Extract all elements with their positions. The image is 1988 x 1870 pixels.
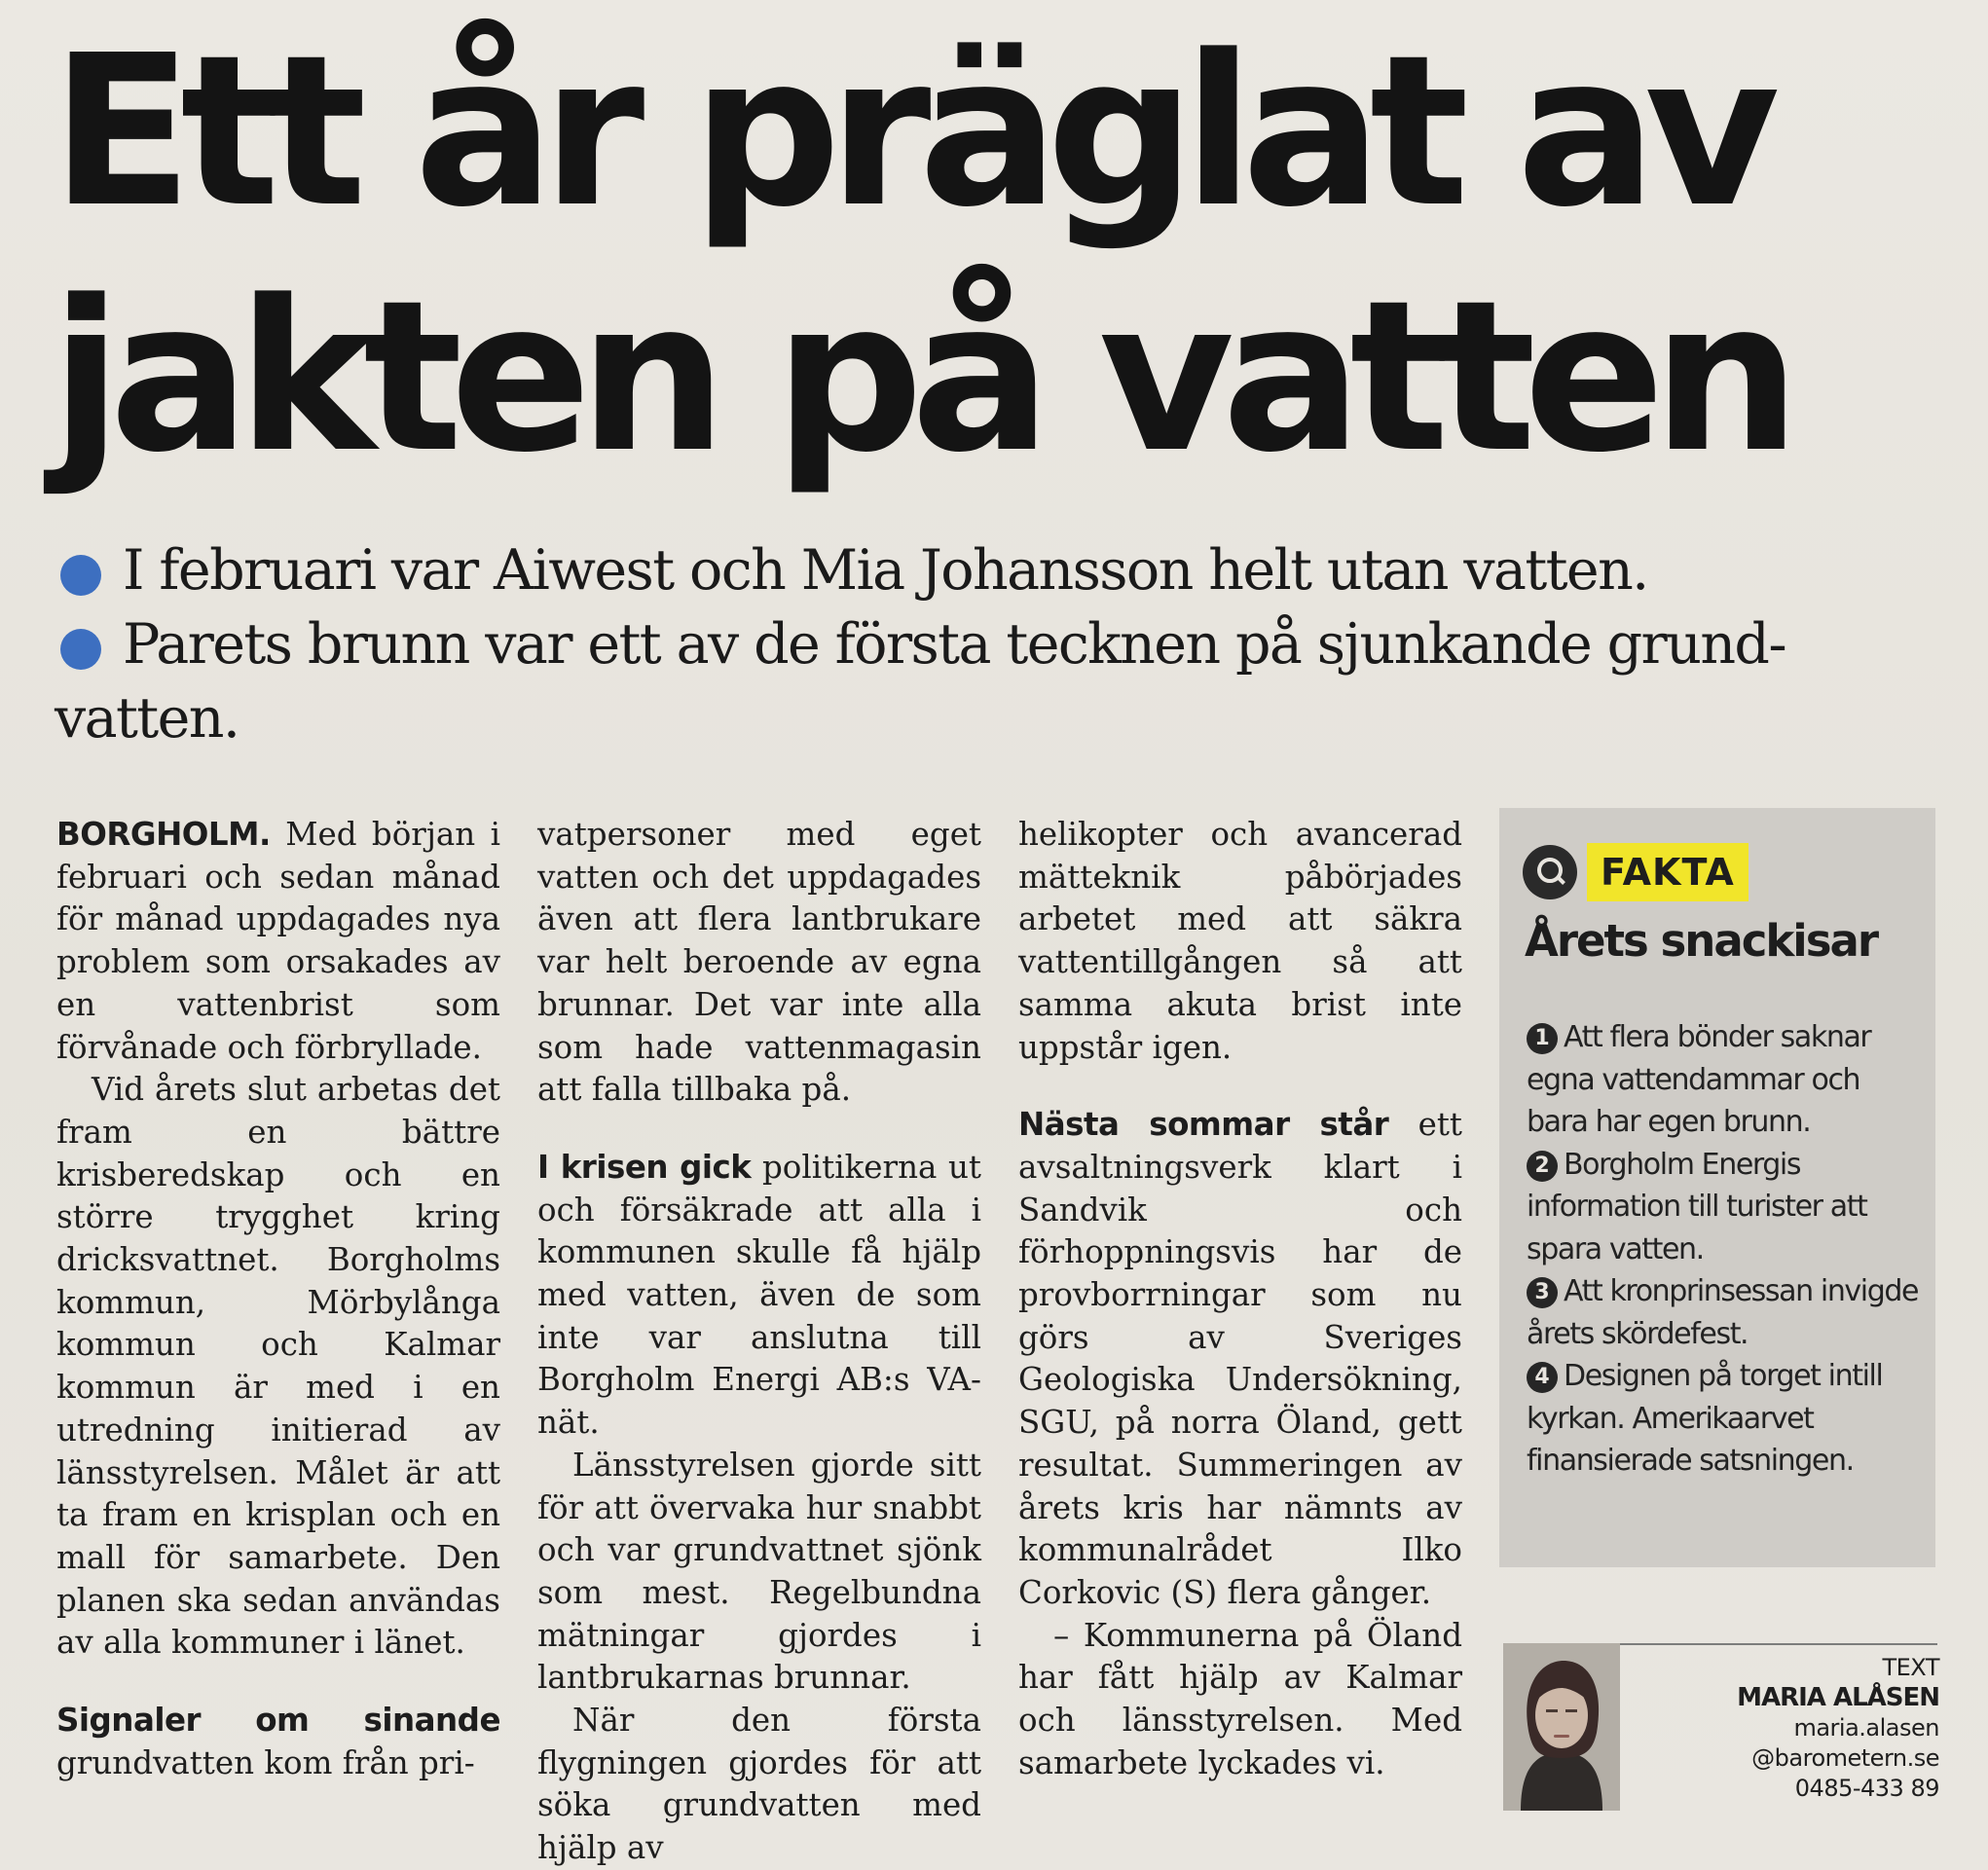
- fakta-label: FAKTA: [1587, 843, 1749, 901]
- subhead-lead: Signaler om sinande: [56, 1702, 500, 1740]
- fakta-item-text: Att kronprinsessan invigde årets skördefest.: [1527, 1274, 1919, 1351]
- paragraph: Länsstyrelsen gjorde sitt för att övervaka hur snabbt och var grundvattnet sjönk som mest. Regelbundna mätningar gjordes i lantbrukarnas brunnar.: [537, 1446, 981, 1697]
- author-portrait-icon: [1503, 1643, 1620, 1811]
- author-email-user: maria.alasen: [1793, 1714, 1939, 1742]
- paragraph: [56, 814, 500, 1069]
- number-badge-icon: 1: [1527, 1023, 1558, 1054]
- author-email-domain: @barometern.se: [1751, 1744, 1939, 1772]
- article-column-1: [56, 814, 500, 1784]
- fakta-title: Årets snackisar: [1525, 915, 1878, 967]
- fakta-item: [1527, 1144, 1926, 1271]
- number-badge-icon: 4: [1527, 1362, 1558, 1393]
- dateline: BORGHOLM.: [56, 816, 271, 853]
- paragraph-text: Med början i februari och sedan månad för månad uppdagades nya problem som orsakades av en vattenbrist som förvånade och förbryllade.: [56, 816, 500, 1066]
- deck-bullets: [55, 533, 1904, 755]
- headline-line-2: jakten på vatten: [51, 256, 1788, 498]
- byline-divider: [1616, 1643, 1937, 1645]
- subhead-lead: I krisen gick: [537, 1148, 752, 1186]
- fakta-item-text: Designen på torget intill kyrkan. Amerikaarvet finansierade satsningen.: [1527, 1359, 1883, 1478]
- byline-label: TEXT: [1882, 1654, 1939, 1681]
- fakta-item-text: Att flera bönder saknar egna vattendammar och bara har egen brunn.: [1527, 1020, 1871, 1139]
- paragraph: [56, 1700, 500, 1784]
- paragraph: helikopter och avancerad mätteknik påbörjades arbetet med att säkra vattentillgången så att samma akuta brist inte uppstår igen.: [1018, 816, 1462, 1066]
- quote-paragraph: – Kommunerna på Öland har fått hjälp av Kalmar och länsstyrelsen. Med samarbete lyckades vi.: [1018, 1616, 1462, 1781]
- number-badge-icon: 2: [1527, 1151, 1558, 1182]
- author-phone: 0485-433 89: [1794, 1775, 1939, 1802]
- article-column-2: [537, 814, 981, 1870]
- deck-item-2: [55, 607, 1904, 681]
- author-photo: [1503, 1643, 1620, 1811]
- number-badge-icon: 3: [1527, 1277, 1558, 1308]
- paragraph: [1018, 1104, 1462, 1614]
- fakta-item-text: Borgholm Energis information till turister att spara vatten.: [1527, 1147, 1867, 1266]
- paragraph: Vid årets slut arbetas det fram en bättre krisberedskap och en större trygghet kring dricksvattnet. Borgholms kommun, Mörbylånga kommun och Kalmar kommun är med i en utredning initierad av länsstyrelsen. Målet är att ta fram en krisplan och en mall för samarbete. Den planen ska sedan användas av alla kommuner i länet.: [56, 1071, 500, 1662]
- author-name: MARIA ALÅSEN: [1737, 1683, 1939, 1712]
- deck-item-1: [55, 533, 1904, 607]
- fakta-item: [1527, 1270, 1926, 1355]
- deck-item-2-text: Parets brunn var ett av de första tecknen på sjunkande grund-: [123, 612, 1786, 677]
- paragraph-text: ett avsaltningsverk klart i Sandvik och förhoppningsvis har de provborrningar som nu görs av Sveriges Geologiska Undersökning, SGU, på norra Öland, gett resultat. Summeringen av årets kris har nämnts av kommunalrådet Ilko Corkovic (S) flera gånger.: [1018, 1106, 1462, 1611]
- fakta-header: [1523, 841, 1749, 903]
- paragraph: vatpersoner med eget vatten och det uppdagades även att flera lantbrukare var helt beroende av egna brunnar. Det var inte alla som hade vattenmagasin att falla tillbaka på.: [537, 816, 981, 1109]
- magnifier-icon: [1523, 845, 1577, 899]
- fakta-item: [1527, 1355, 1926, 1483]
- paragraph: [537, 1147, 981, 1445]
- deck-item-1-text: I februari var Aiwest och Mia Johansson helt utan vatten.: [123, 538, 1648, 603]
- paragraph-text: grundvatten kom från pri-: [56, 1743, 475, 1781]
- article-column-3: [1018, 814, 1462, 1784]
- paragraph-text: politikerna ut och försäkrade att alla i kommunen skulle få hjälp med vatten, även de som inte var anslutna till Borgholm Energi AB:s VA-nät.: [537, 1148, 981, 1442]
- headline: [51, 10, 1788, 500]
- subhead-lead: Nästa sommar står: [1018, 1106, 1389, 1144]
- deck-item-2-continuation: vatten.: [55, 686, 239, 751]
- headline-line-1: Ett år präglat av: [51, 11, 1768, 253]
- fakta-item: [1527, 1016, 1926, 1144]
- fakta-list: [1527, 1016, 1926, 1483]
- paragraph: När den första flygningen gjordes för att söka grundvatten med hjälp av: [537, 1702, 981, 1867]
- byline: [1737, 1653, 1939, 1804]
- bullet-dot-icon: [60, 555, 101, 596]
- bullet-dot-icon: [60, 629, 101, 670]
- fakta-box: [1499, 808, 1935, 1567]
